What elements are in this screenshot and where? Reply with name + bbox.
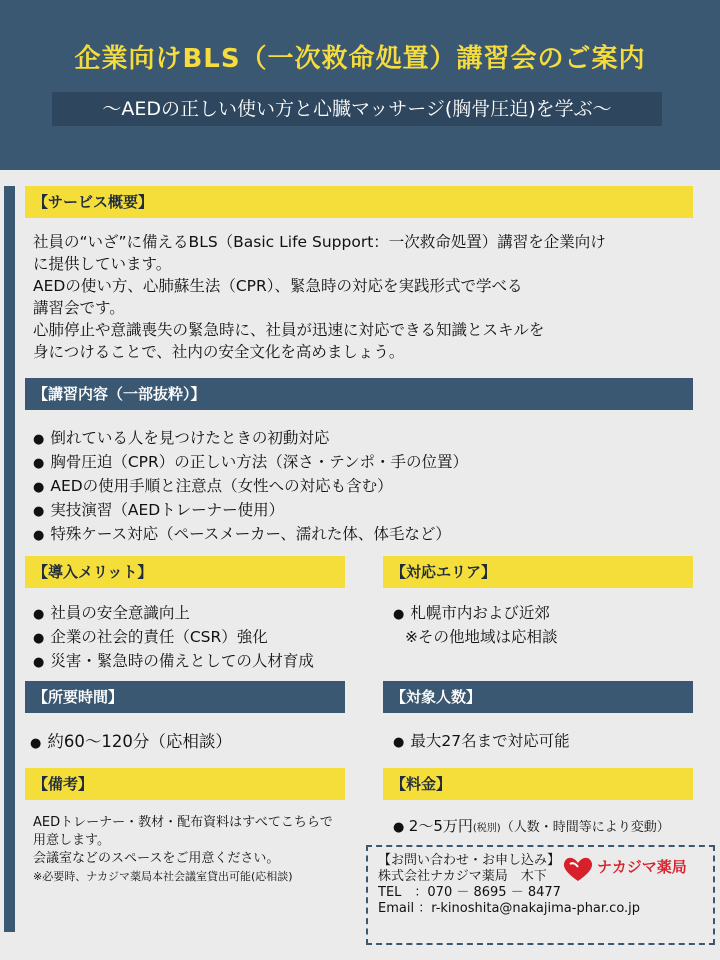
merits-heading: 【導入メリット】 xyxy=(25,556,345,588)
capacity-item: ● 最大27名まで対応可能 xyxy=(393,730,693,754)
fee-price: 2～5万円 xyxy=(408,817,473,835)
contact-heading: 【お問い合わせ・お申し込み】 xyxy=(378,853,561,868)
merit-item: ● 災害・緊急時の備えとしての人材育成 xyxy=(33,650,353,674)
fee-note: （人数・時間等により変動） xyxy=(500,820,670,835)
fee-tax: (税別) xyxy=(472,823,501,834)
logo-text: ナカジマ薬局 xyxy=(597,858,687,876)
header-banner xyxy=(0,0,720,170)
content-item: ● 特殊ケース対応（ペースメーカー、濡れた体、体毛など） xyxy=(33,523,693,547)
merit-item: ● 社員の安全意識向上 xyxy=(33,602,353,626)
duration-item: ● 約60～120分（応相談） xyxy=(30,731,350,755)
remarks-line: 会議室などのスペースをご用意ください。 xyxy=(33,851,280,866)
capacity-list xyxy=(393,730,693,754)
content-list xyxy=(33,427,693,547)
overview-line: 身につけることで、社内の安全文化を高めましょう。 xyxy=(33,343,405,361)
overview-line: 社員の“いざ”に備えるBLS（Basic Life Support：一次救命処置）講習を企業向け xyxy=(33,233,606,251)
area-note: ※その他地域は応相談 xyxy=(405,628,558,646)
merits-list xyxy=(33,602,353,674)
content-heading: 【講習内容（一部抜粋）】 xyxy=(25,378,693,410)
contact-company: 株式会社ナカジマ薬局 木下 xyxy=(378,869,547,884)
left-accent-bar xyxy=(4,186,15,932)
remarks-line: 用意します。 xyxy=(33,833,110,848)
area-item: ● 札幌市内および近郊 xyxy=(393,602,693,626)
content-item: ● AEDの使用手順と注意点（女性への対応も含む） xyxy=(33,475,693,499)
page-title: 企業向けBLS（一次救命処置）講習会のご案内 xyxy=(74,44,646,74)
duration-heading: 【所要時間】 xyxy=(25,681,345,713)
fee-heading: 【料金】 xyxy=(383,768,693,800)
contact-tel[interactable]: TEL ：070 － 8695 － 8477 xyxy=(378,885,561,900)
merit-item: ● 企業の社会的責任（CSR）強化 xyxy=(33,626,353,650)
content-item: ● 胸骨圧迫（CPR）の正しい方法（深さ・テンポ・手の位置） xyxy=(33,451,693,475)
area-text xyxy=(393,602,693,648)
content-item: ● 倒れている人を見つけたときの初動対応 xyxy=(33,427,693,451)
overview-text xyxy=(33,231,693,363)
overview-line: 心肺停止や意識喪失の緊急時に、社員が迅速に対応できる知識とスキルを xyxy=(33,321,545,339)
content-item: ● 実技演習（AEDトレーナー使用） xyxy=(33,499,693,523)
overview-heading: 【サービス概要】 xyxy=(25,186,693,218)
overview-line: に提供しています。 xyxy=(33,255,172,273)
remarks-small-note: ※必要時、ナカジマ薬局本社会議室貸出可能(応相談) xyxy=(33,870,293,883)
contact-email[interactable]: Email ：r-kinoshita@nakajima-phar.co.jp xyxy=(378,901,641,916)
page-subtitle: ～AEDの正しい使い方と心臓マッサージ(胸骨圧迫)を学ぶ～ xyxy=(52,92,662,126)
fee-text: ● 2～5万円(税別)（人数・時間等により変動） xyxy=(393,817,670,835)
remarks-line: AEDトレーナー・教材・配布資料はすべてこちらで xyxy=(33,815,333,830)
company-logo xyxy=(561,855,701,883)
area-heading: 【対応エリア】 xyxy=(383,556,693,588)
remarks-heading: 【備考】 xyxy=(25,768,345,800)
remarks-text xyxy=(33,814,353,886)
contact-box xyxy=(366,845,715,945)
capacity-heading: 【対象人数】 xyxy=(383,681,693,713)
heart-icon xyxy=(561,855,595,883)
overview-line: 講習会です。 xyxy=(33,299,125,317)
overview-line: AEDの使い方、心肺蘇生法（CPR）、緊急時の対応を実践形式で学べる xyxy=(33,277,523,295)
duration-list xyxy=(30,731,350,755)
